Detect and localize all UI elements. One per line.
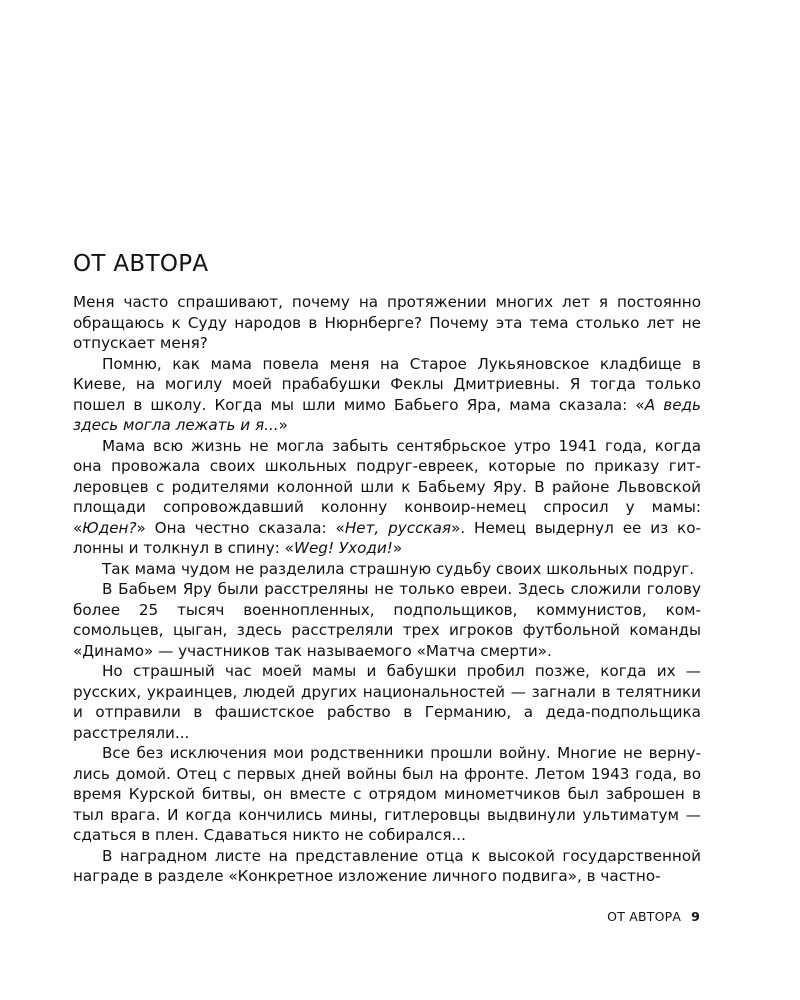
paragraph-4: Так мама чудом не разделила страшную судьбу своих школьных подруг. [102, 559, 695, 578]
paragraph-5: В Бабьем Яру были расстреляны не только евреи. Здесь сложили голову более 25 тысяч военнопленных, подпольщиков, коммунистов, комсомольцев, цыган, здесь расстреляли трех игроков футбольной команды «Динамо» — участников так называемого «Матча смерти». [73, 580, 701, 660]
paragraph-3 [73, 436, 701, 559]
paragraph-2-text-start: Помню, как мама повела меня на Старое Лукьяновское кладбище в Киеве, на могилу моей прабабушки Феклы Дмитриевны. Я тогда только пошел в школу. Когда мы шли мимо Бабьего Яра, мама сказала: « [73, 354, 701, 414]
paragraph-1: Меня часто спрашивают, почему на протяжении многих лет я постоянно обращаюсь к Суду народов в Нюрнберге? Почему эта тема столько лет не отпускает меня? [73, 293, 701, 352]
running-footer [607, 909, 700, 924]
paragraph-3-quote-3: Weg! Уходи! [293, 539, 393, 557]
paragraph-7: Все без исключения мои родственники прошли войну. Многие не вернулись домой. Отец с первых дней войны был на фронте. Летом 1943 года, во время Курской битвы, он вместе с отрядом минометчиков был заброшен в тыл врага. И когда кончились мины, гитлеровцы выдвинули ультиматум — сдаться в плен. Сдаваться никто не собирался... [73, 744, 701, 844]
paragraph-3-quote-1: Юден? [82, 518, 137, 537]
paragraph-2 [73, 354, 701, 436]
paragraph-8: В наградном листе на представление отца к высокой государственной награде в разделе «Конкретное изложение личного подвига», в частно- [73, 846, 701, 885]
paragraph-3-text-end: » [392, 539, 403, 557]
paragraph-3-text-start: Мама всю жизнь не могла забыть сентябрьское утро 1941 года, когда она провожала своих школьных подруг-евреек, которые по приказу гитлеровцев с родителями колонной шли к Бабьему Яру. В районе Львовской площади сопровождавший колонну конвоир-немец спросил у мамы: « [73, 436, 701, 537]
paragraph-3-quote-2: Нет, русская [344, 518, 452, 537]
chapter-heading: ОТ АВТОРА [73, 251, 209, 277]
footer-label: ОТ АВТОРА [607, 909, 682, 924]
paragraph-3-text-mid-2: ». Немец выдернул ее из колонны и толкнул в спину: « [73, 518, 701, 557]
body-text [73, 292, 701, 887]
paragraph-2-text-end: » [278, 416, 288, 434]
paragraph-3-text-mid-1: » Она честно сказала: « [136, 518, 345, 537]
paragraph-6: Но страшный час моей мамы и бабушки пробил позже, когда их — русских, украинцев, людей других национальностей — загнали в телятники и отправили в фашистское рабство в Германию, а деда-подпольщика расстреляли... [73, 662, 701, 742]
paragraph-2-quote: А ведь здесь могла лежать и я... [73, 395, 701, 434]
page-number: 9 [691, 909, 700, 924]
